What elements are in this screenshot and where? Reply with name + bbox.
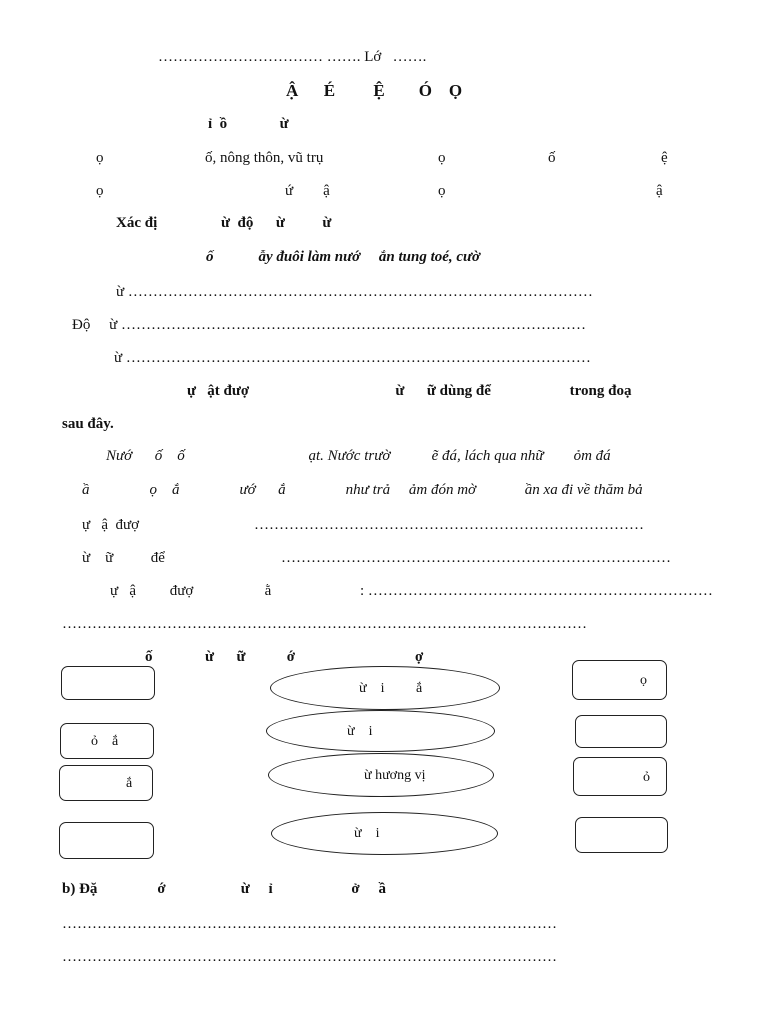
instruction-text: ọ bbox=[438, 150, 446, 166]
instruction-text: ậ bbox=[656, 183, 663, 199]
center-oval[interactable] bbox=[271, 812, 498, 855]
answer-label: ự ậ đượ ằ bbox=[110, 583, 272, 599]
page-subtitle: ỉ ồ ừ bbox=[208, 116, 289, 132]
instruction-text: ệ bbox=[661, 150, 668, 166]
right-match-box[interactable] bbox=[572, 660, 667, 700]
oval-label: ừ i ắ bbox=[359, 681, 423, 696]
question-2-heading: ự ật đượ ừ ữ dùng để trong đoạ bbox=[187, 383, 632, 399]
page-title: Ậ É Ệ Ó Ọ bbox=[286, 81, 463, 100]
instruction-text: ố, nông thôn, vũ trụ bbox=[205, 150, 324, 166]
center-oval[interactable] bbox=[268, 753, 494, 797]
instruction-text: ọ bbox=[96, 183, 104, 199]
left-match-box[interactable] bbox=[59, 822, 154, 859]
answer-dots[interactable]: ……………………………………………………………………………………… bbox=[62, 916, 557, 932]
right-match-box[interactable] bbox=[575, 715, 667, 748]
question-b-heading: b) Đặ ớ ừ ỉ ở ầ bbox=[62, 881, 386, 897]
oval-label: ừ i bbox=[347, 724, 373, 739]
answer-dots[interactable]: …………………………………………………………………… bbox=[281, 550, 671, 566]
right-match-box[interactable] bbox=[573, 757, 667, 796]
box-label: ắ bbox=[126, 776, 133, 791]
oval-label: ừ i bbox=[354, 826, 380, 841]
box-label: ỏ ắ bbox=[91, 734, 119, 749]
instruction-text: ố bbox=[548, 150, 556, 166]
answer-dots[interactable]: …………………………………………………………………… bbox=[254, 517, 644, 533]
answer-dots[interactable]: ……………………………………………………………………………………… bbox=[62, 949, 557, 965]
center-oval[interactable] bbox=[270, 666, 500, 710]
answer-label: ự ậ đượ bbox=[82, 517, 140, 533]
answer-line[interactable]: Độ ừ ………………………………………………………………………………… bbox=[72, 317, 586, 333]
question-3-heading: ố ừ ữ ớ ợ bbox=[145, 649, 424, 665]
left-match-box[interactable] bbox=[60, 723, 154, 759]
instruction-text: ọ bbox=[96, 150, 104, 166]
instruction-text: ọ bbox=[438, 183, 446, 199]
left-match-box[interactable] bbox=[59, 765, 153, 801]
answer-label: ừ ữ để bbox=[82, 550, 165, 566]
right-match-box[interactable] bbox=[575, 817, 668, 853]
answer-line[interactable]: ừ ………………………………………………………………………………… bbox=[116, 284, 593, 300]
box-label: ỏ bbox=[643, 770, 650, 785]
question-1-heading: Xác đị ừ độ ừ ừ bbox=[116, 215, 332, 231]
instruction-text: ứ ậ bbox=[285, 183, 330, 199]
question-1-sentence: ố ẫy đuôi làm nướ ắn tung toé, cườ bbox=[206, 249, 481, 265]
answer-dots[interactable]: : …………………………………………………………… bbox=[360, 583, 713, 599]
answer-dots[interactable]: …………………………………………………………………………………………… bbox=[62, 616, 587, 632]
class-line: …………………………… ……. Lớ ……. bbox=[158, 49, 427, 65]
answer-line[interactable]: ừ ………………………………………………………………………………… bbox=[114, 350, 591, 366]
question-2-heading-cont: sau đây. bbox=[62, 416, 114, 432]
center-oval[interactable] bbox=[266, 710, 495, 752]
passage-line: ầ ọ ắ ướ ắ như trả ảm đón mờ ần xa đi về thăm bả bbox=[82, 482, 643, 498]
passage-line: Nướ ố ố ạt. Nước trườ ẽ đá, lách qua nhữ ỏm đá bbox=[106, 448, 611, 464]
oval-label: ừ hương vị bbox=[364, 768, 426, 783]
box-label: ọ bbox=[640, 673, 647, 688]
left-match-box[interactable] bbox=[61, 666, 155, 700]
